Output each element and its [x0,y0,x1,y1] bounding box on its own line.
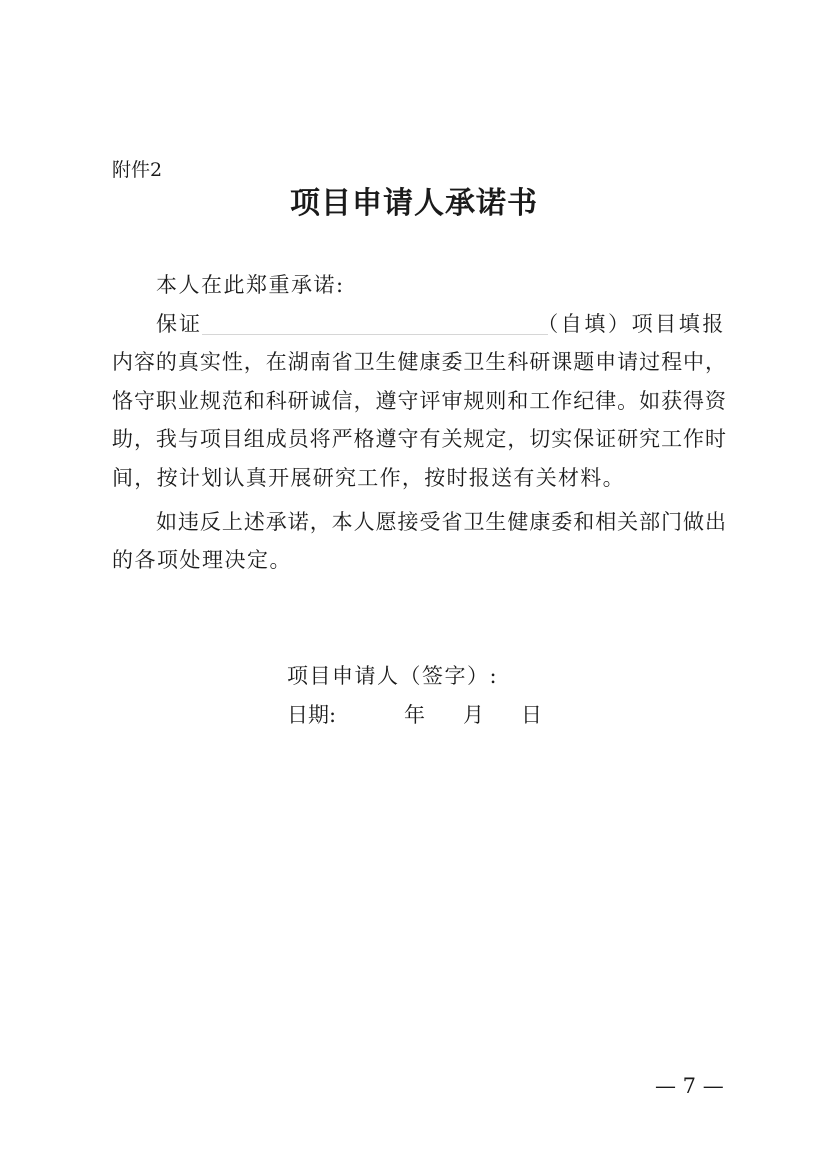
project-name-blank[interactable] [202,334,548,335]
date-day-label: 日 [521,703,542,727]
intro-line: 本人在此郑重承诺: [156,273,345,297]
body-line-5: 助，我与项目组成员将严格遵守有关规定，切实保证研究工作时 [112,427,726,451]
body-line-3: 内容的真实性，在湖南省卫生健康委卫生科研课题申请过程中， [112,350,726,374]
attachment-label: 附件2 [112,159,163,181]
pledge-tail-text: （自填）项目填报 [537,312,726,336]
page-number: — 7 — [655,1074,724,1098]
date-month-label: 月 [463,703,484,727]
body-line-6: 间，按计划认真开展研究工作，按时报送有关材料。 [112,466,625,490]
body-line-8: 的各项处理决定。 [112,548,292,572]
signature-label: 项目申请人（签字）: [287,664,499,688]
body-line-7: 如违反上述承诺，本人愿接受省卫生健康委和相关部门做出 [156,510,726,534]
body-line-4: 恪守职业规范和科研诚信，遵守评审规则和工作纪律。如获得资 [112,389,726,413]
document-title: 项目申请人承诺书 [290,186,538,221]
date-label: 日期: [287,703,337,727]
date-year-label: 年 [404,703,425,727]
pledge-lead-text: 保证 [156,312,202,336]
